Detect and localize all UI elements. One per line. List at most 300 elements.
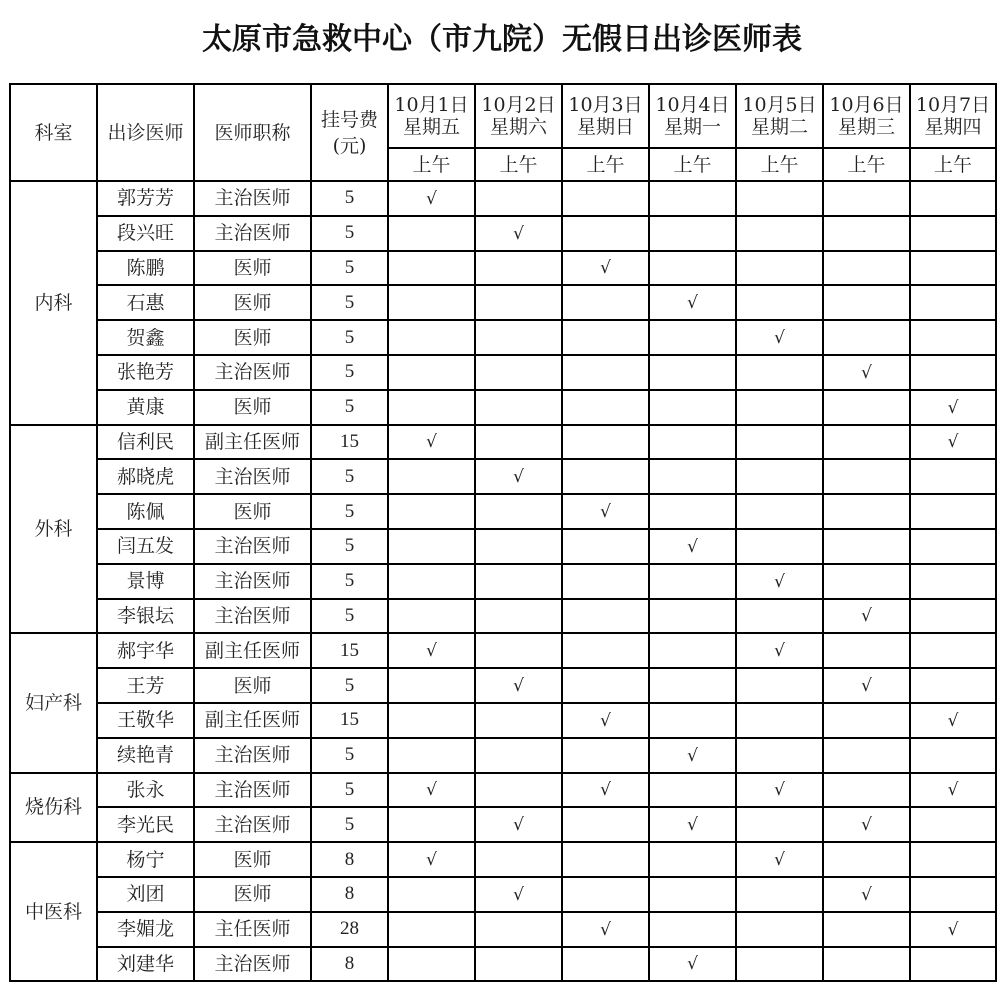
header-weekday: 星期五 [402,116,460,138]
duty-empty-cell [910,947,996,982]
check-mark-icon: √ [687,745,698,766]
header-weekday: 星期四 [924,116,982,138]
check-mark-icon: √ [513,223,524,244]
duty-empty-cell [649,703,736,738]
duty-empty-cell [562,668,649,703]
duty-empty-cell [736,390,823,425]
header-date: 10月2日 [481,94,556,116]
doctor-title: 副主任医师 [194,633,311,668]
table-header [10,84,996,181]
duty-empty-cell [388,320,475,355]
check-mark-icon: √ [947,432,959,453]
header-title: 医师职称 [194,84,311,181]
registration-fee: 5 [311,529,388,564]
check-mark-icon: √ [947,710,959,731]
doctor-name: 郝晓虎 [97,459,194,494]
check-mark-icon: √ [774,850,785,871]
table-row [10,564,996,599]
check-mark-icon: √ [600,919,611,940]
check-mark-icon: √ [861,815,872,836]
table-row [10,216,996,251]
table-row [10,251,996,286]
duty-check-cell [736,564,823,599]
duty-empty-cell [823,216,910,251]
duty-empty-cell [823,564,910,599]
registration-fee: 5 [311,216,388,251]
header-day [475,84,562,148]
duty-empty-cell [823,947,910,982]
check-mark-icon: √ [513,884,524,905]
duty-empty-cell [910,564,996,599]
duty-empty-cell [388,285,475,320]
doctor-name: 李媚龙 [97,912,194,947]
duty-empty-cell [823,703,910,738]
check-mark-icon: √ [513,467,524,488]
duty-empty-cell [388,912,475,947]
check-mark-icon: √ [426,432,437,453]
registration-fee: 15 [311,703,388,738]
duty-empty-cell [649,912,736,947]
duty-empty-cell [388,355,475,390]
duty-check-cell [649,285,736,320]
duty-empty-cell [562,390,649,425]
header-session: 上午 [823,148,910,181]
doctor-title: 主治医师 [194,216,311,251]
duty-empty-cell [475,738,562,773]
doctor-name: 杨宁 [97,842,194,877]
check-mark-icon: √ [774,780,785,801]
duty-check-cell [823,599,910,634]
header-row-dates [10,84,996,148]
check-mark-icon: √ [687,815,698,836]
duty-check-cell [562,703,649,738]
duty-empty-cell [910,529,996,564]
duty-empty-cell [736,181,823,216]
duty-empty-cell [910,216,996,251]
duty-check-cell [910,703,996,738]
duty-empty-cell [562,842,649,877]
duty-empty-cell [388,947,475,982]
duty-check-cell [649,807,736,842]
header-weekday: 星期二 [750,116,808,138]
duty-empty-cell [910,807,996,842]
duty-check-cell [910,390,996,425]
table-row [10,320,996,355]
duty-empty-cell [475,494,562,529]
duty-empty-cell [736,459,823,494]
duty-check-cell [823,668,910,703]
duty-empty-cell [910,599,996,634]
check-mark-icon: √ [600,258,611,279]
department-cell: 烧伤科 [10,773,97,843]
registration-fee: 5 [311,807,388,842]
duty-empty-cell [823,912,910,947]
check-mark-icon: √ [947,919,959,940]
duty-empty-cell [823,181,910,216]
duty-empty-cell [475,703,562,738]
table-row [10,947,996,982]
header-fee [311,84,388,181]
duty-empty-cell [388,807,475,842]
header-session: 上午 [475,148,562,181]
duty-empty-cell [823,633,910,668]
registration-fee: 5 [311,494,388,529]
duty-empty-cell [475,425,562,460]
header-date: 10月3日 [568,94,643,116]
doctor-title: 医师 [194,320,311,355]
header-fee-label: 挂号费 [320,108,378,131]
doctor-name: 景博 [97,564,194,599]
duty-empty-cell [649,842,736,877]
table-row [10,877,996,912]
duty-empty-cell [736,807,823,842]
duty-empty-cell [562,877,649,912]
check-mark-icon: √ [774,328,785,349]
duty-empty-cell [736,216,823,251]
doctor-title: 副主任医师 [194,425,311,460]
duty-empty-cell [910,355,996,390]
doctor-name: 刘建华 [97,947,194,982]
duty-empty-cell [649,459,736,494]
doctor-title: 主治医师 [194,807,311,842]
duty-check-cell [910,912,996,947]
duty-empty-cell [910,494,996,529]
duty-empty-cell [736,912,823,947]
table-row [10,181,996,216]
doctor-name: 陈佩 [97,494,194,529]
duty-check-cell [649,529,736,564]
duty-empty-cell [475,390,562,425]
duty-empty-cell [736,668,823,703]
duty-empty-cell [475,529,562,564]
duty-empty-cell [736,529,823,564]
duty-empty-cell [736,251,823,286]
duty-empty-cell [823,773,910,808]
check-mark-icon: √ [861,676,872,697]
duty-empty-cell [736,494,823,529]
duty-empty-cell [823,251,910,286]
registration-fee: 5 [311,564,388,599]
duty-empty-cell [736,425,823,460]
duty-empty-cell [910,668,996,703]
doctor-name: 张永 [97,773,194,808]
header-session: 上午 [562,148,649,181]
doctor-title: 主治医师 [194,529,311,564]
doctor-name: 黄康 [97,390,194,425]
header-date: 10月4日 [655,94,730,116]
registration-fee: 5 [311,355,388,390]
duty-check-cell [388,181,475,216]
doctor-name: 郭芳芳 [97,181,194,216]
table-row [10,599,996,634]
doctor-title: 医师 [194,285,311,320]
doctor-name: 信利民 [97,425,194,460]
duty-check-cell [562,912,649,947]
table-row [10,494,996,529]
registration-fee: 8 [311,877,388,912]
duty-empty-cell [388,390,475,425]
duty-check-cell [388,842,475,877]
check-mark-icon: √ [947,397,959,418]
duty-empty-cell [823,494,910,529]
duty-empty-cell [562,529,649,564]
duty-empty-cell [388,738,475,773]
duty-empty-cell [910,738,996,773]
table-row [10,390,996,425]
header-department: 科室 [10,84,97,181]
duty-check-cell [910,425,996,460]
header-weekday: 星期六 [489,116,547,138]
doctor-title: 医师 [194,668,311,703]
department-cell: 外科 [10,425,97,634]
duty-empty-cell [910,320,996,355]
duty-empty-cell [475,947,562,982]
doctor-name: 闫五发 [97,529,194,564]
registration-fee: 5 [311,459,388,494]
duty-empty-cell [388,564,475,599]
header-date: 10月1日 [394,94,469,116]
duty-empty-cell [475,355,562,390]
table-row [10,425,996,460]
header-day [910,84,996,148]
doctor-title: 主任医师 [194,912,311,947]
duty-empty-cell [562,216,649,251]
duty-check-cell [823,877,910,912]
duty-check-cell [649,738,736,773]
duty-empty-cell [562,425,649,460]
doctor-title: 主治医师 [194,355,311,390]
duty-check-cell [823,807,910,842]
duty-check-cell [475,807,562,842]
header-day [649,84,736,148]
duty-empty-cell [649,668,736,703]
duty-check-cell [562,773,649,808]
duty-empty-cell [649,425,736,460]
duty-empty-cell [475,181,562,216]
duty-empty-cell [649,564,736,599]
duty-empty-cell [562,947,649,982]
registration-fee: 5 [311,599,388,634]
registration-fee: 5 [311,668,388,703]
header-date: 10月5日 [742,94,817,116]
duty-empty-cell [823,425,910,460]
table-row [10,529,996,564]
check-mark-icon: √ [426,188,437,209]
check-mark-icon: √ [774,571,785,592]
header-session: 上午 [736,148,823,181]
check-mark-icon: √ [861,606,872,627]
duty-empty-cell [823,529,910,564]
doctor-name: 段兴旺 [97,216,194,251]
duty-empty-cell [736,947,823,982]
header-session: 上午 [910,148,996,181]
duty-empty-cell [736,703,823,738]
department-cell: 妇产科 [10,633,97,772]
duty-check-cell [388,633,475,668]
registration-fee: 8 [311,842,388,877]
duty-empty-cell [736,355,823,390]
doctor-title: 主治医师 [194,459,311,494]
duty-empty-cell [475,564,562,599]
check-mark-icon: √ [426,850,437,871]
registration-fee: 15 [311,633,388,668]
doctor-name: 张艳芳 [97,355,194,390]
duty-empty-cell [562,807,649,842]
doctor-title: 副主任医师 [194,703,311,738]
duty-empty-cell [823,842,910,877]
duty-empty-cell [388,703,475,738]
duty-empty-cell [649,355,736,390]
table-row [10,807,996,842]
header-weekday: 星期一 [663,116,721,138]
duty-empty-cell [649,320,736,355]
duty-check-cell [475,459,562,494]
doctor-name: 石惠 [97,285,194,320]
page-title: 太原市急救中心（市九院）无假日出诊医师表 [202,22,802,57]
check-mark-icon: √ [687,536,698,557]
duty-empty-cell [475,773,562,808]
schedule-table [9,83,997,982]
duty-empty-cell [910,251,996,286]
table-body [10,181,996,981]
header-session: 上午 [388,148,475,181]
check-mark-icon: √ [513,815,524,836]
doctor-title: 主治医师 [194,181,311,216]
duty-empty-cell [823,285,910,320]
duty-empty-cell [562,564,649,599]
duty-empty-cell [910,842,996,877]
duty-empty-cell [388,494,475,529]
duty-empty-cell [649,877,736,912]
check-mark-icon: √ [774,641,785,662]
duty-empty-cell [910,181,996,216]
department-cell: 内科 [10,181,97,425]
table-row [10,912,996,947]
department-cell: 中医科 [10,842,97,981]
doctor-title: 主治医师 [194,773,311,808]
duty-empty-cell [475,912,562,947]
header-day [388,84,475,148]
duty-empty-cell [823,459,910,494]
duty-check-cell [649,947,736,982]
table-row [10,355,996,390]
header-date: 10月7日 [915,94,991,116]
doctor-name: 王芳 [97,668,194,703]
table-row [10,459,996,494]
duty-empty-cell [562,599,649,634]
doctor-title: 医师 [194,842,311,877]
duty-empty-cell [823,390,910,425]
duty-empty-cell [910,459,996,494]
duty-empty-cell [910,633,996,668]
doctor-name: 李银坛 [97,599,194,634]
header-day [736,84,823,148]
doctor-title: 主治医师 [194,564,311,599]
duty-empty-cell [649,633,736,668]
doctor-name: 续艳青 [97,738,194,773]
check-mark-icon: √ [600,502,611,523]
duty-check-cell [475,216,562,251]
duty-empty-cell [475,633,562,668]
duty-empty-cell [562,285,649,320]
duty-check-cell [475,668,562,703]
registration-fee: 8 [311,947,388,982]
duty-empty-cell [736,285,823,320]
duty-empty-cell [475,285,562,320]
table-row [10,285,996,320]
duty-empty-cell [475,320,562,355]
doctor-name: 陈鹏 [97,251,194,286]
duty-check-cell [823,355,910,390]
doctor-name: 王敬华 [97,703,194,738]
check-mark-icon: √ [687,954,698,975]
doctor-title: 主治医师 [194,738,311,773]
doctor-name: 郝宇华 [97,633,194,668]
registration-fee: 15 [311,425,388,460]
duty-empty-cell [388,529,475,564]
duty-empty-cell [823,738,910,773]
duty-check-cell [736,842,823,877]
header-date: 10月6日 [829,94,904,116]
check-mark-icon: √ [861,362,872,383]
duty-empty-cell [649,181,736,216]
duty-empty-cell [649,251,736,286]
doctor-title: 主治医师 [194,599,311,634]
check-mark-icon: √ [947,780,959,801]
registration-fee: 5 [311,738,388,773]
registration-fee: 5 [311,181,388,216]
duty-check-cell [562,494,649,529]
duty-empty-cell [388,668,475,703]
check-mark-icon: √ [426,641,437,662]
registration-fee: 5 [311,285,388,320]
duty-empty-cell [388,251,475,286]
duty-empty-cell [475,251,562,286]
duty-empty-cell [649,599,736,634]
duty-empty-cell [388,599,475,634]
duty-empty-cell [649,216,736,251]
header-day [562,84,649,148]
header-weekday: 星期三 [837,116,895,138]
duty-empty-cell [910,285,996,320]
header-day [823,84,910,148]
duty-check-cell [736,320,823,355]
check-mark-icon: √ [513,676,524,697]
check-mark-icon: √ [687,293,698,314]
table-row [10,703,996,738]
registration-fee: 28 [311,912,388,947]
duty-empty-cell [910,877,996,912]
duty-empty-cell [562,355,649,390]
duty-empty-cell [562,181,649,216]
duty-check-cell [388,425,475,460]
duty-empty-cell [562,459,649,494]
table-row [10,738,996,773]
doctor-name: 贺鑫 [97,320,194,355]
header-doctor: 出诊医师 [97,84,194,181]
duty-empty-cell [649,773,736,808]
duty-check-cell [562,251,649,286]
table-row [10,773,996,808]
doctor-name: 李光民 [97,807,194,842]
duty-empty-cell [562,633,649,668]
doctor-title: 医师 [194,251,311,286]
duty-empty-cell [736,877,823,912]
doctor-title: 医师 [194,877,311,912]
registration-fee: 5 [311,390,388,425]
duty-empty-cell [475,842,562,877]
registration-fee: 5 [311,773,388,808]
